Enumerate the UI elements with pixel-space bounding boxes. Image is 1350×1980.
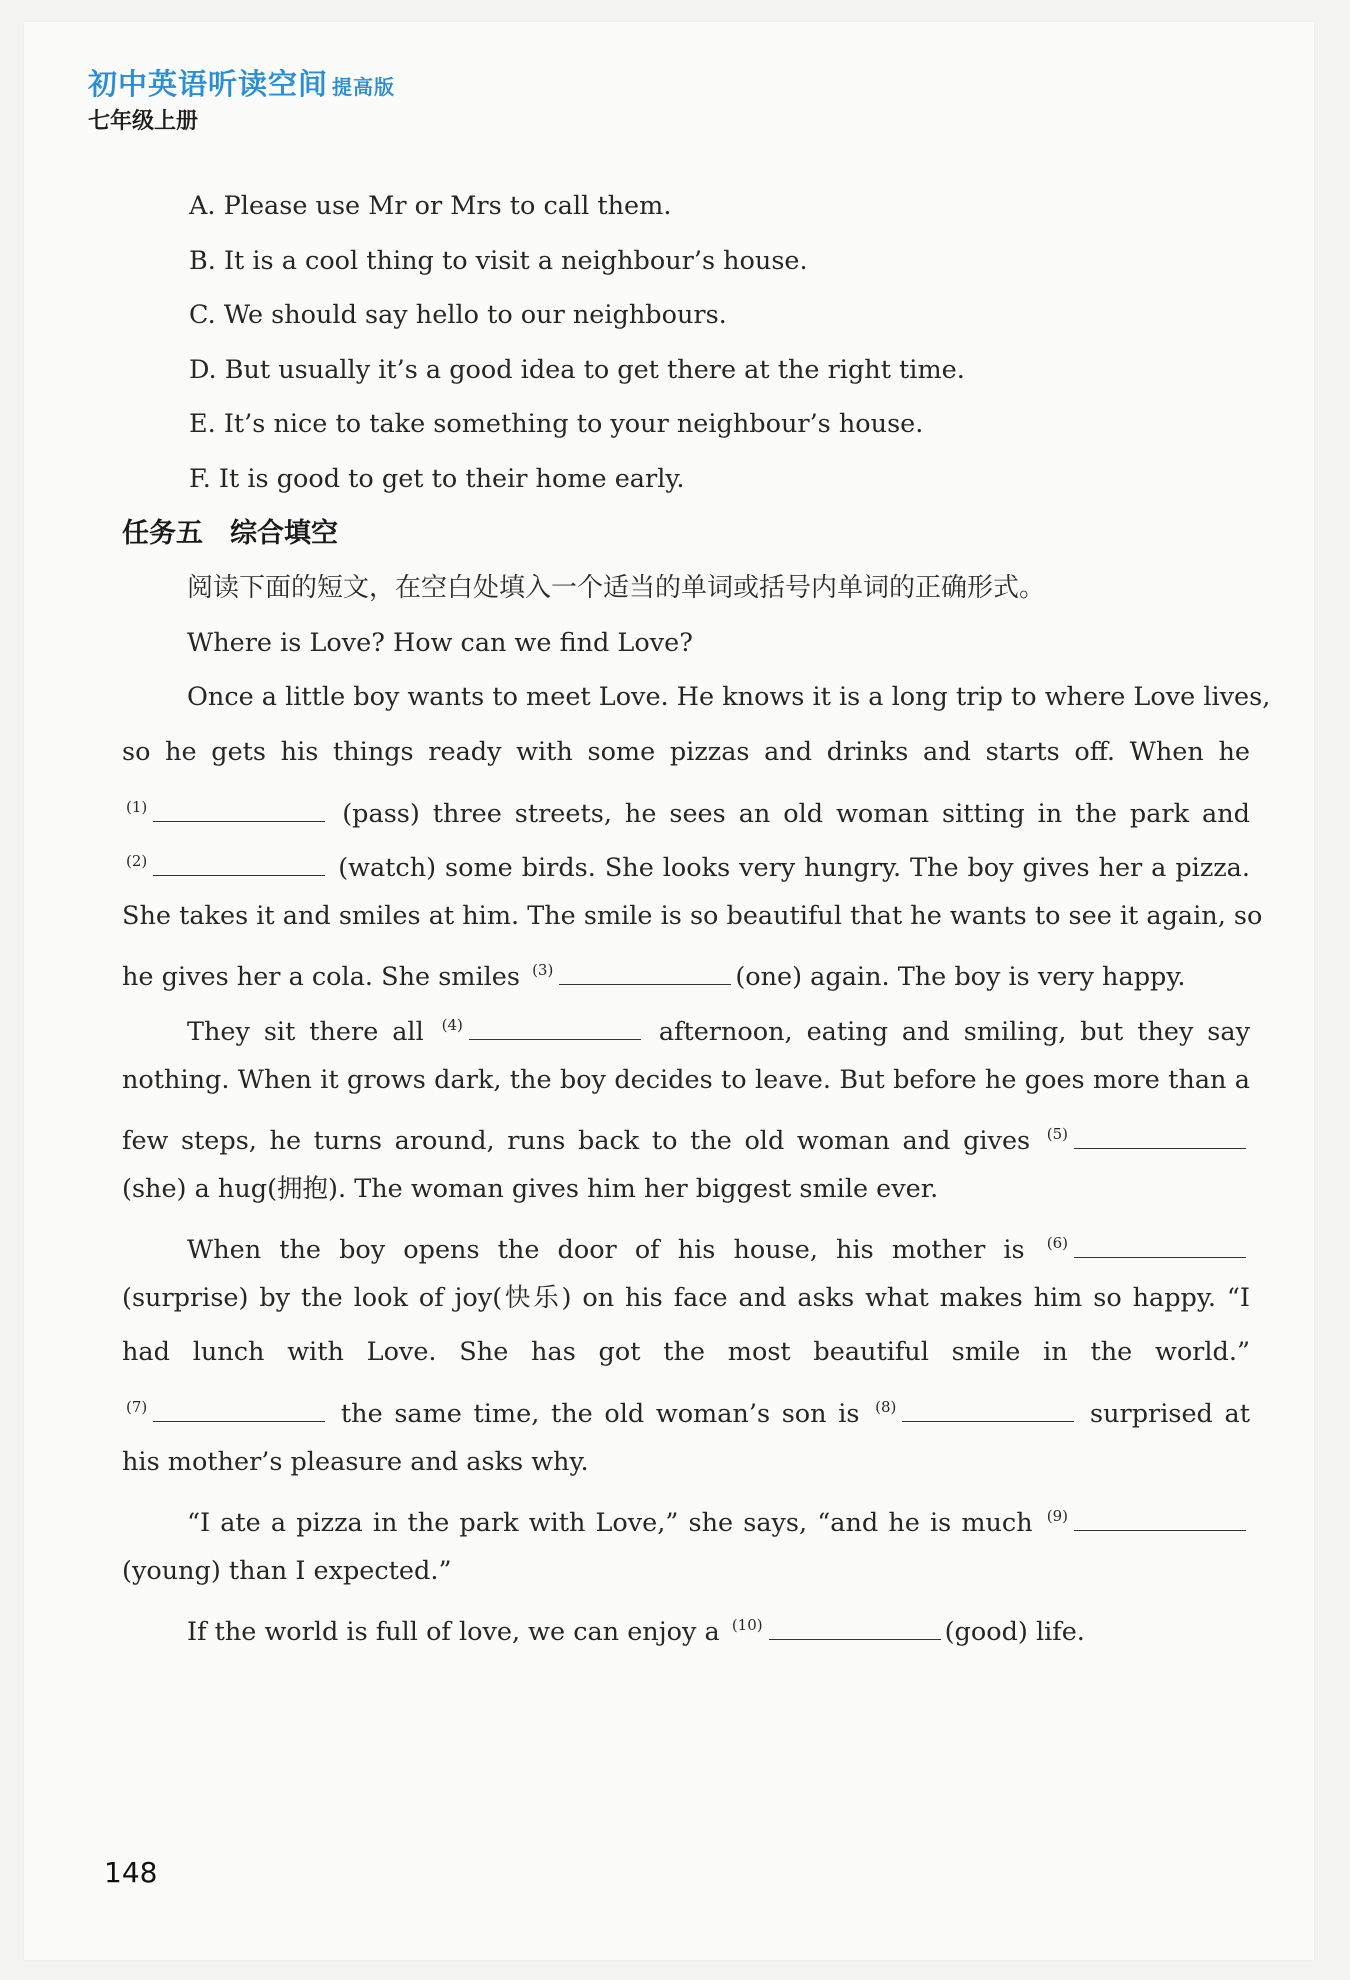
answer-blank-5[interactable] — [1074, 1124, 1246, 1149]
blank-number: (8) — [875, 1398, 897, 1417]
answer-blank-8[interactable] — [902, 1397, 1074, 1422]
answer-blank-6[interactable] — [1074, 1233, 1246, 1258]
passage-line: (she) a hug(拥抱). The woman gives him her biggest smile ever. — [122, 1173, 939, 1204]
passage-line — [122, 1598, 1250, 1653]
passage-line: his mother’s pleasure and asks why. — [122, 1446, 589, 1477]
passage-text: If the world is full of love, we can enjoy a — [187, 1617, 720, 1648]
passage-text: he gives her a cola. She smiles — [122, 962, 520, 993]
passage-line — [122, 780, 1250, 835]
passage-line — [122, 1380, 1250, 1435]
option-b: B. It is a cool thing to visit a neighbour’s house. — [189, 245, 808, 276]
answer-blank-4[interactable] — [469, 1015, 641, 1040]
option-a: A. Please use Mr or Mrs to call them. — [189, 191, 672, 221]
answer-blank-10[interactable] — [769, 1615, 941, 1640]
book-page — [24, 22, 1314, 1960]
page-number: 148 — [104, 1856, 158, 1889]
task-instruction: 阅读下面的短文，在空白处填入一个适当的单词或括号内单词的正确形式。 — [187, 573, 1046, 604]
task-heading: 任务五 综合填空 — [122, 517, 338, 549]
passage-text: the same time, the old woman’s son is — [340, 1399, 860, 1430]
answer-blank-2[interactable] — [153, 851, 325, 876]
blank-number: (4) — [441, 1015, 463, 1034]
answer-blank-9[interactable] — [1074, 1506, 1246, 1531]
passage-line: She takes it and smiles at him. The smile is so beautiful that he wants to see it again, so — [122, 900, 1263, 931]
blank-number: (6) — [1046, 1234, 1069, 1253]
page-content — [122, 179, 1271, 1653]
passage-text: (good) life. — [944, 1617, 1085, 1648]
passage-line: so he gets his things ready with some pizzas and drinks and starts off. When he — [122, 736, 1250, 767]
passage-text: afternoon, eating and smiling, but they say — [658, 1016, 1250, 1047]
option-d: D. But usually it’s a good idea to get there at the right time. — [189, 354, 965, 385]
option-c: C. We should say hello to our neighbours. — [189, 300, 727, 331]
grade-label: 七年级上册 — [88, 109, 199, 134]
passage-text: (one) again. The boy is very happy. — [735, 962, 1186, 993]
series-title-edition: 提高版 — [332, 75, 396, 99]
passage-text: (pass) three streets, he sees an old woman sitting in the park and — [342, 798, 1250, 829]
passage-line: Once a little boy wants to meet Love. He knows it is a long trip to where Love lives, — [187, 682, 1271, 713]
answer-blank-1[interactable] — [153, 797, 325, 822]
passage-line — [122, 1489, 1250, 1544]
passage-text: When the boy opens the door of his house, his mother is — [187, 1235, 1025, 1266]
book-series-title — [88, 62, 395, 103]
answer-blank-3[interactable] — [559, 960, 731, 985]
answer-blank-7[interactable] — [153, 1397, 325, 1422]
passage-text: (watch) some birds. She looks very hungry. The boy gives her a pizza. — [338, 853, 1250, 884]
passage-line: had lunch with Love. She has got the most beautiful smile in the world.” — [122, 1337, 1250, 1368]
passage-title: Where is Love? How can we find Love? — [187, 627, 693, 658]
blank-number: (7) — [126, 1398, 148, 1417]
passage-line — [122, 834, 1250, 889]
blank-number: (5) — [1046, 1125, 1068, 1144]
blank-number: (10) — [731, 1616, 763, 1635]
passage-line — [122, 943, 1250, 998]
passage-line — [122, 998, 1250, 1053]
passage-text: “I ate a pizza in the park with Love,” she says, “and he is much — [187, 1508, 1033, 1539]
passage-text: few steps, he turns around, runs back to the old woman and gives — [122, 1126, 1031, 1157]
option-e: E. It’s nice to take something to your neighbour’s house. — [189, 409, 924, 440]
passage-line: nothing. When it grows dark, the boy decides to leave. But before he goes more than a — [122, 1064, 1250, 1095]
blank-number: (2) — [126, 852, 148, 871]
passage-line — [122, 1216, 1250, 1271]
passage-line: (surprise) by the look of joy(快乐) on his face and asks what makes him so happy. “I — [122, 1282, 1250, 1313]
blank-number: (9) — [1046, 1507, 1068, 1526]
passage-line — [122, 1107, 1250, 1162]
blank-number: (1) — [126, 797, 148, 816]
passage-text: surprised at — [1090, 1399, 1250, 1430]
blank-number: (3) — [532, 961, 554, 980]
option-f: F. It is good to get to their home early. — [189, 463, 685, 494]
passage-text: They sit there all — [187, 1016, 424, 1047]
passage-line: (young) than I expected.” — [122, 1555, 452, 1586]
series-title-main: 初中英语听读空间 — [88, 67, 329, 101]
